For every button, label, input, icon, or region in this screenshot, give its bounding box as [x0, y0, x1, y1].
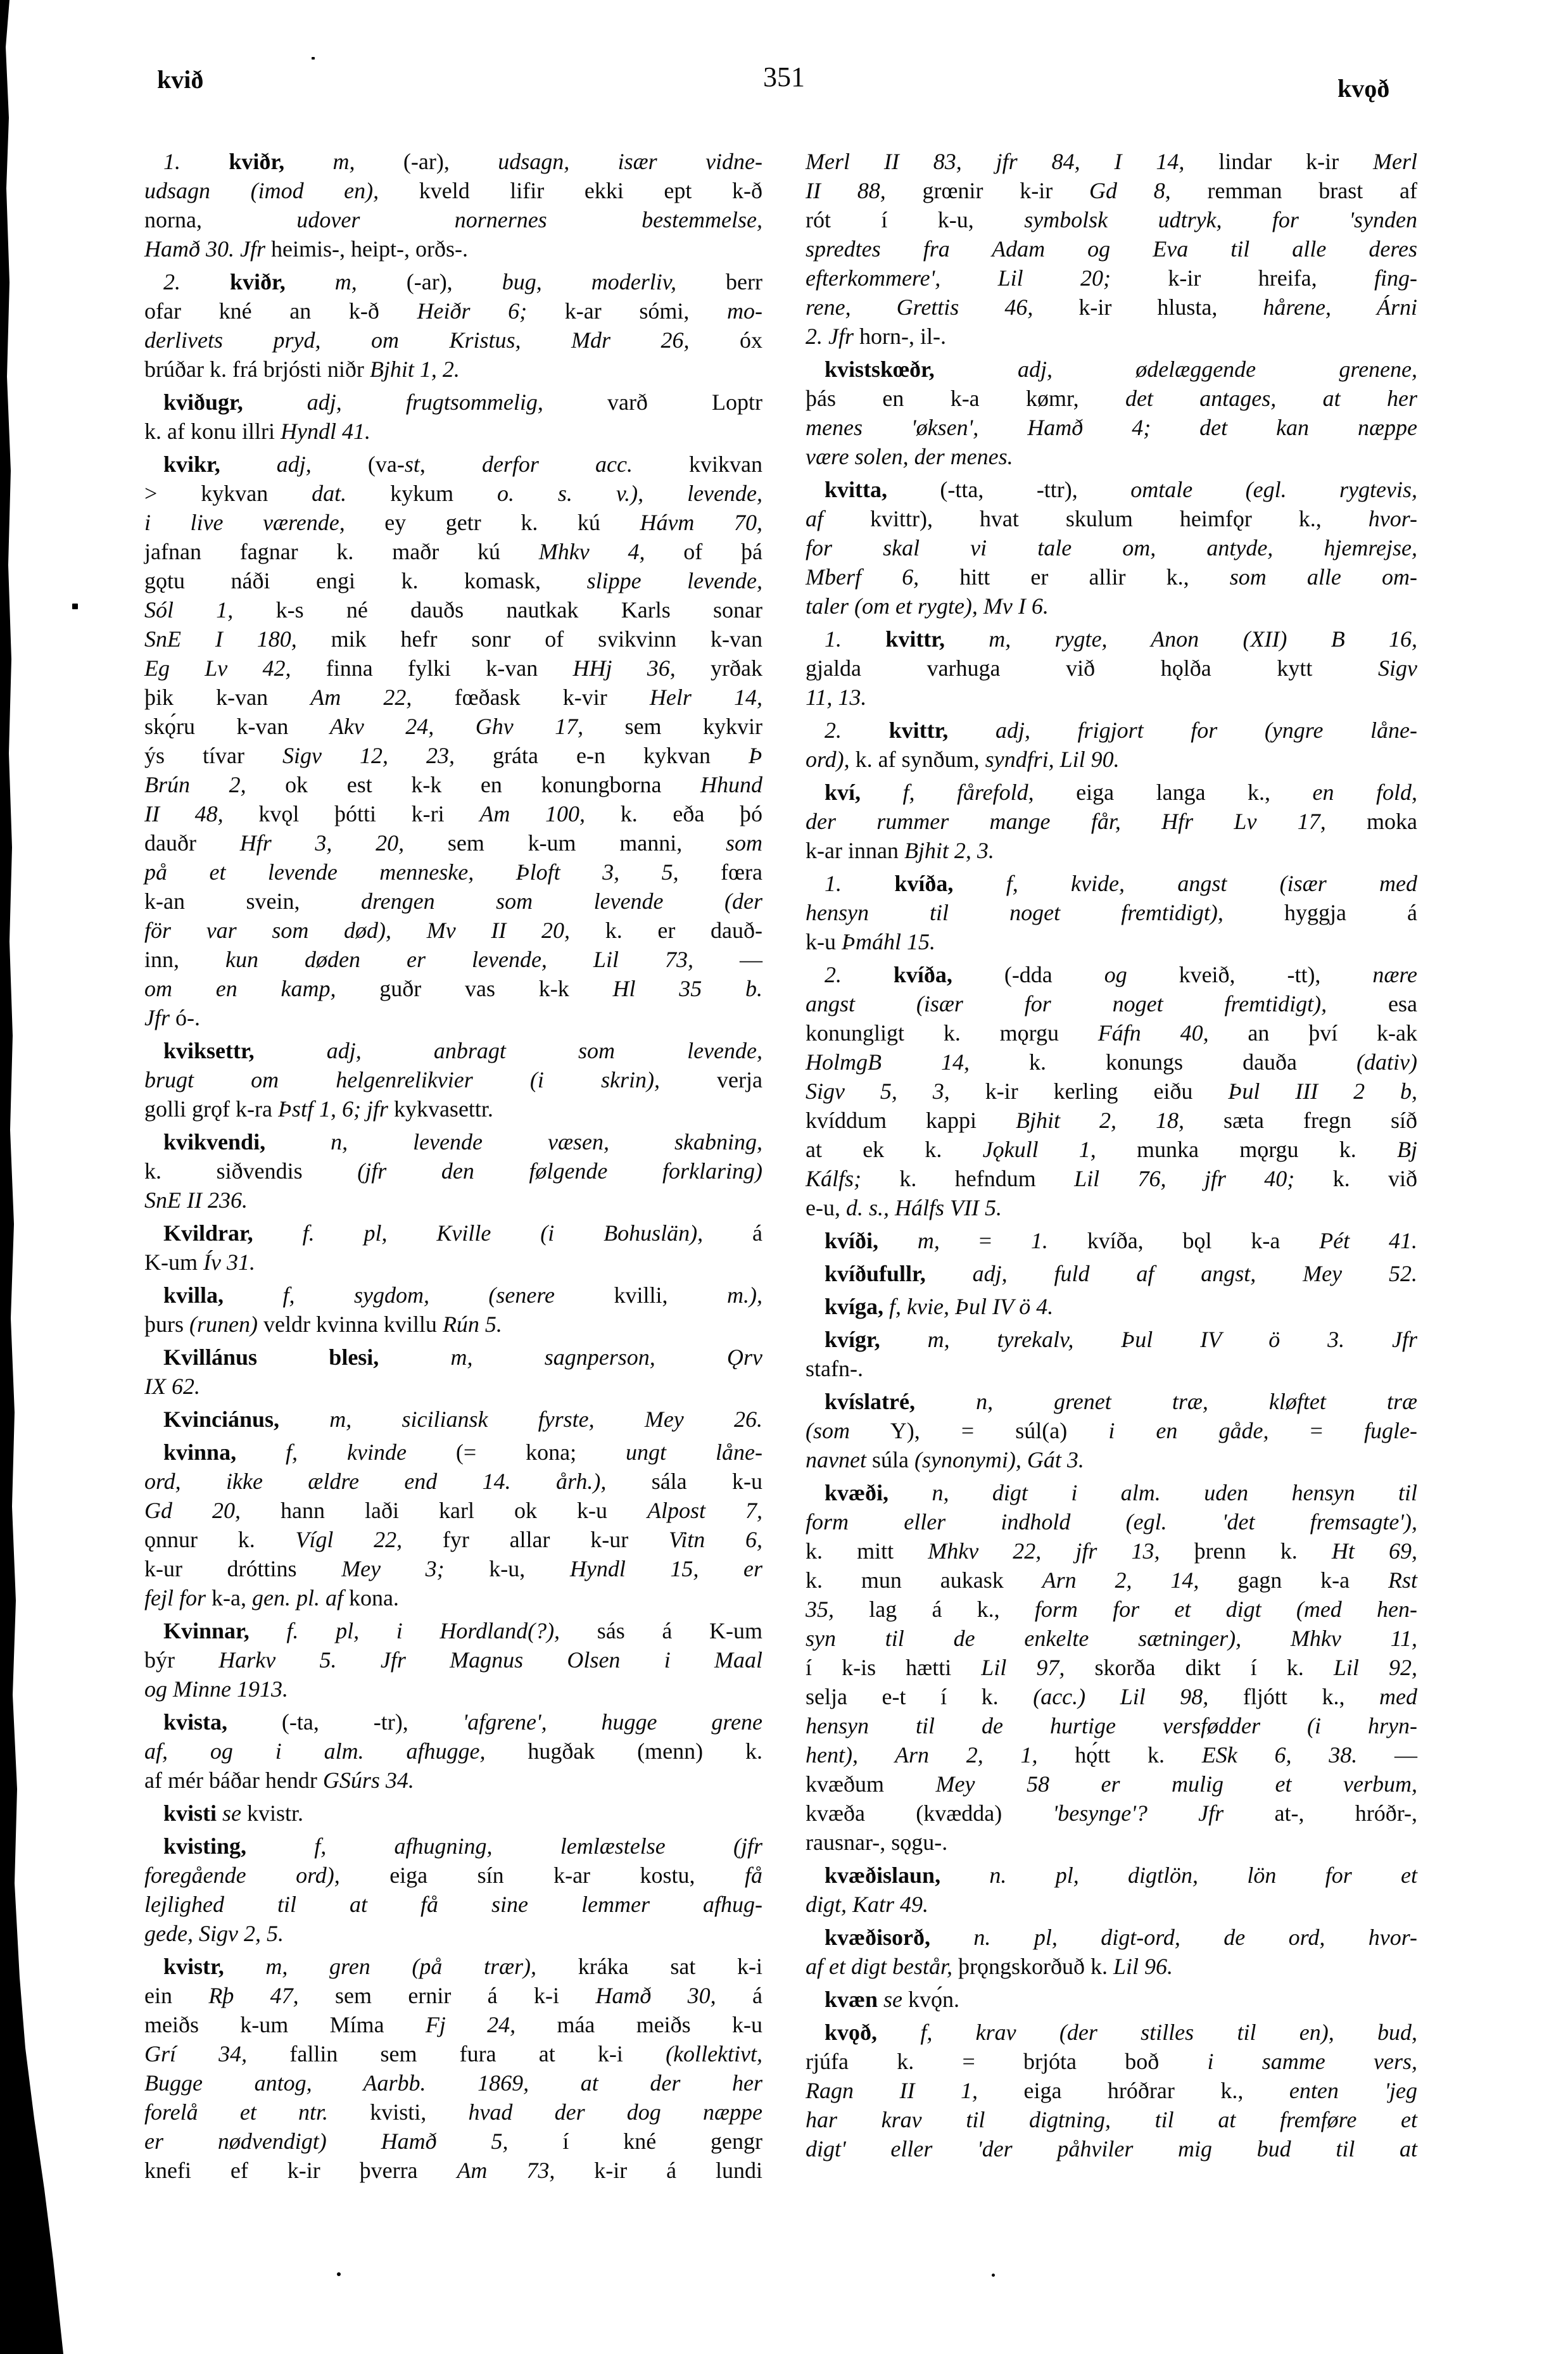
- scan-speck: [312, 57, 315, 60]
- text-line: lejlighed til at få sine lemmer afhug-: [144, 1892, 762, 1917]
- scan-speck: [992, 2274, 995, 2277]
- scan-edge-artifact: [0, 0, 70, 2354]
- text-line: kvisti se kvistr.: [163, 1800, 304, 1826]
- text-line: rót í k-u, symbolsk udtryk, for 'synden: [806, 207, 1418, 232]
- text-line: kvistskœðr, adj, ødelæggende grenene,: [825, 357, 1417, 382]
- text-line: derlivets pryd, om Kristus, Mdr 26, óx: [144, 327, 762, 353]
- running-head-right: kvǫð: [1337, 74, 1390, 103]
- text-line: at ek k. Jǫkull 1, munka mǫrgu k. Bj: [806, 1137, 1417, 1162]
- text-line: II 48, kvǫl þótti k-ri Am 100, k. eða þó: [144, 801, 762, 826]
- text-line: af mér báðar hendr GSúrs 34.: [144, 1768, 414, 1793]
- text-line: i live værende, ey getr k. kú Hávm 70,: [144, 510, 762, 535]
- text-line: 2. kvíða, (-dda og kveið, -tt), nære: [825, 962, 1418, 987]
- text-line: spredtes fra Adam og Eva til alle deres: [806, 236, 1417, 262]
- text-line: 1. kvíða, f, kvide, angst (især med: [825, 871, 1418, 896]
- text-line: digt, Katr 49.: [806, 1892, 929, 1917]
- text-line: k. af konu illri Hyndl 41.: [144, 419, 370, 444]
- text-line: kvíga, f, kvie, Þul IV ö 4.: [825, 1294, 1054, 1319]
- text-line: forelå et ntr. kvisti, hvad der dog næppe: [144, 2099, 762, 2125]
- text-line: rene, Grettis 46, k-ir hlusta, hårene, Árni: [806, 294, 1417, 320]
- text-line: 2. kvittr, adj, frigjort for (yngre låne-: [825, 718, 1418, 743]
- text-line: af, og i alm. afhugge, hugðak (menn) k.: [144, 1738, 763, 1764]
- text-line: taler (om et rygte), Mv I 6.: [806, 593, 1049, 619]
- text-line: form eller indhold (egl. 'det fremsagte'),: [806, 1509, 1417, 1535]
- text-line: k. mitt Mhkv 22, jfr 13, þrenn k. Ht 69,: [806, 1538, 1418, 1564]
- text-line: k-u Þmáhl 15.: [806, 929, 935, 954]
- text-line: være solen, der menes.: [806, 444, 1013, 469]
- text-line: om en kamp, guðr vas k-k Hl 35 b.: [144, 976, 763, 1001]
- text-line: kvǫð, f, krav (der stilles til en), bud,: [825, 2020, 1417, 2045]
- text-line: Ragn II 1, eiga hróðrar k., enten 'jeg: [806, 2078, 1418, 2103]
- text-line: kvígr, m, tyrekalv, Þul IV ö 3. Jfr: [825, 1327, 1418, 1352]
- text-line: syn til de enkelte sætninger), Mhkv 11,: [806, 1626, 1417, 1651]
- text-line: K-um Ív 31.: [144, 1250, 255, 1275]
- text-line: stafn-.: [806, 1356, 863, 1381]
- text-line: kvæn se kvǫ́n.: [825, 1987, 960, 2012]
- text-line: Merl II 83, jfr 84, I 14, lindar k-ir Merl: [806, 149, 1417, 174]
- text-line: > kykvan dat. kykum o. s. v.), levende,: [144, 481, 762, 506]
- text-line: har krav til digtning, til at fremføre et: [806, 2107, 1417, 2132]
- text-line: k-an svein, drengen som levende (der: [144, 889, 762, 914]
- text-line: Kvildrar, f. pl, Kville (i Bohuslän), á: [163, 1220, 763, 1246]
- text-line: af et digt består, þrǫngskorðuð k. Lil 96.: [806, 1954, 1173, 1979]
- text-line: menes 'øksen', Hamð 4; det kan næppe: [806, 415, 1417, 440]
- text-line: 11, 13.: [806, 685, 867, 710]
- text-line: ofar kné an k-ð Heiðr 6; k-ar sómi, mo-: [144, 298, 763, 324]
- text-line: kvíði, m, = 1. kvíða, bǫl k-a Pét 41.: [825, 1228, 1417, 1253]
- text-line: þurs (runen) veldr kvinna kvillu Rún 5.: [144, 1312, 502, 1337]
- text-line: knefi ef k-ir þverra Am 73, k-ir á lundi: [144, 2158, 762, 2183]
- text-line: rausnar-, sǫgu-.: [806, 1830, 948, 1855]
- text-line: Eg Lv 42, finna fylki k-van HHj 36, yrðak: [144, 655, 762, 681]
- text-line: fejl for k-a, gen. pl. af kona.: [144, 1585, 399, 1610]
- text-line: 35, lag á k., form for et digt (med hen-: [806, 1597, 1417, 1622]
- text-line: af kvittr), hvat skulum heimfǫr k., hvor-: [806, 506, 1417, 531]
- text-line: (som Y), = súl(a) i en gåde, = fugle-: [806, 1418, 1417, 1443]
- text-line: Kvinnar, f. pl, i Hordland(?), sás á K-um: [163, 1618, 763, 1643]
- text-line: Sól 1, k-s né dauðs nautkak Karls sonar: [144, 597, 762, 623]
- text-line: Gd 20, hann laði karl ok k-u Alpost 7,: [144, 1498, 762, 1523]
- text-line: er nødvendigt) Hamð 5, í kné gengr: [144, 2129, 763, 2154]
- text-line: hensyn til noget fremtidigt), hyggja á: [806, 900, 1417, 925]
- text-line: ord), k. af synðum, syndfri, Lil 90.: [806, 747, 1120, 772]
- text-line: inn, kun døden er levende, Lil 73, —: [144, 947, 762, 972]
- text-line: selja e-t í k. (acc.) Lil 98, fljótt k., med: [806, 1684, 1417, 1709]
- text-line: kvisting, f, afhugning, lemlæstelse (jfr: [163, 1833, 763, 1859]
- text-line: SnE II 236.: [144, 1187, 248, 1213]
- text-line: k. siðvendis (jfr den følgende forklaring): [144, 1158, 762, 1184]
- text-line: Kvinciánus, m, siciliansk fyrste, Mey 26.: [163, 1407, 762, 1432]
- text-line: meiðs k-um Míma Fj 24, máa meiðs k-u: [144, 2012, 762, 2037]
- text-line: kvæða (kvædda) 'besynge'? Jfr at-, hróðr-,: [806, 1800, 1417, 1826]
- text-line: k-ur dróttins Mey 3; k-u, Hyndl 15, er: [144, 1556, 763, 1581]
- text-line: brúðar k. frá brjósti niðr Bjhit 1, 2.: [144, 357, 460, 382]
- text-line: gede, Sigv 2, 5.: [144, 1921, 284, 1946]
- left-column: [144, 147, 762, 2185]
- text-line: Brún 2, ok est k-k en konungborna Hhund: [144, 772, 762, 797]
- scan-speck: [337, 2272, 341, 2276]
- text-line: kvíðufullr, adj, fuld af angst, Mey 52.: [825, 1261, 1418, 1286]
- text-line: kvæðisorð, n. pl, digt-ord, de ord, hvor-: [825, 1925, 1418, 1950]
- text-line: SnE I 180, mik hefr sonr of svikvinn k-van: [144, 626, 762, 652]
- text-line: í k-is hætti Lil 97, skorða dikt í k. Lil 92,: [806, 1655, 1417, 1680]
- text-line: kvæði, n, digt i alm. uden hensyn til: [825, 1480, 1417, 1505]
- text-line: gjalda varhuga við hǫlða kytt Sigv: [806, 655, 1417, 681]
- text-line: udsagn (imod en), kveld lifir ekki ept k-ð: [144, 178, 762, 203]
- text-line: gǫtu náði engi k. komask, slippe levende,: [144, 568, 762, 593]
- text-line: kví, f, fårefold, eiga langa k., en fold,: [825, 780, 1417, 805]
- text-line: kviðugr, adj, frugtsommelig, varð Loptr: [163, 389, 762, 415]
- text-line: golli grǫf k-ra Þstf 1, 6; jfr kykvasettr.: [144, 1096, 493, 1122]
- text-line: kvikvendi, n, levende væsen, skabning,: [163, 1129, 763, 1155]
- text-line: þik k-van Am 22, fœðask k-vir Helr 14,: [144, 685, 763, 710]
- text-line: dauðr Hfr 3, 20, sem k-um manni, som: [144, 830, 762, 856]
- text-line: 2. Jfr horn-, il-.: [806, 324, 946, 349]
- running-head-left: kvið: [157, 65, 204, 94]
- text-line: rjúfa k. = brjóta boð i samme vers,: [806, 2049, 1417, 2074]
- text-line: 1. kvittr, m, rygte, Anon (XII) B 16,: [825, 626, 1417, 652]
- text-line: kvikr, adj, (va-st, derfor acc. kvikvan: [163, 452, 763, 477]
- text-line: þás en k-a kømr, det antages, at her: [806, 386, 1418, 411]
- text-line: býr Harkv 5. Jfr Magnus Olsen i Maal: [144, 1647, 763, 1673]
- text-line: Hamð 30. Jfr heimis-, heipt-, orðs-.: [144, 236, 468, 262]
- text-line: e-u, d. s., Hálfs VII 5.: [806, 1195, 1002, 1220]
- text-line: Bugge antog, Aarbb. 1869, at der her: [144, 2070, 762, 2096]
- text-line: kvíddum kappi Bjhit 2, 18, sæta fregn síð: [806, 1108, 1418, 1133]
- text-line: Jfr ó-.: [144, 1005, 200, 1030]
- text-line: 1. kviðr, m, (-ar), udsagn, især vidne-: [163, 149, 763, 174]
- page-number: 351: [763, 61, 805, 92]
- text-line: ein Rþ 47, sem ernir á k-i Hamð 30, á: [144, 1983, 762, 2008]
- text-line: 2. kviðr, m, (-ar), bug, moderliv, berr: [163, 269, 762, 294]
- text-line: kvitta, (-tta, -ttr), omtale (egl. rygtevis,: [825, 477, 1417, 502]
- text-line: ýs tívar Sigv 12, 23, gráta e-n kykvan Þ: [144, 743, 762, 768]
- text-line: jafnan fagnar k. maðr kú Mhkv 4, of þá: [144, 539, 763, 564]
- text-line: II 88, grœnir k-ir Gd 8, remman brast af: [806, 178, 1417, 203]
- right-column: [806, 147, 1417, 2163]
- text-line: kvíslatré, n, grenet træ, kløftet træ: [825, 1389, 1417, 1414]
- text-line: hensyn til de hurtige versfødder (i hryn-: [806, 1713, 1417, 1738]
- text-line: kvæðum Mey 58 er mulig et verbum,: [806, 1771, 1417, 1797]
- text-line: kvistr, m, gren (på trær), kráka sat k-i: [163, 1954, 762, 1979]
- text-line: og Minne 1913.: [144, 1676, 288, 1702]
- text-line: Sigv 5, 3, k-ir kerling eiðu Þul III 2 b,: [806, 1079, 1418, 1104]
- text-line: Mberf 6, hitt er allir k., som alle om-: [806, 564, 1417, 590]
- text-line: Kálfs; k. hefndum Lil 76, jfr 40; k. við: [806, 1166, 1417, 1191]
- text-line: kviksettr, adj, anbragt som levende,: [163, 1038, 762, 1063]
- text-line: kvæðislaun, n. pl, digtlön, lön for et: [825, 1863, 1417, 1888]
- text-line: digt' eller 'der påhviler mig bud til at: [806, 2136, 1417, 2161]
- text-line: ǫnnur k. Vígl 22, fyr allar k-ur Vitn 6,: [144, 1527, 762, 1552]
- text-line: hent), Arn 2, 1, hǫ́tt k. ESk 6, 38. —: [806, 1742, 1418, 1768]
- text-line: Kvillánus blesi, m, sagnperson, Ǫrv: [163, 1345, 763, 1370]
- text-line: navnet súla (synonymi), Gát 3.: [806, 1447, 1084, 1472]
- text-line: for skal vi tale om, antyde, hjemrejse,: [806, 535, 1417, 560]
- text-line: der rummer mange får, Hfr Lv 17, moka: [806, 809, 1417, 834]
- scan-speck: [72, 604, 78, 609]
- text-line: Grí 34, fallin sem fura at k-i (kollektivt,: [144, 2041, 763, 2066]
- text-line: konungligt k. mǫrgu Fáfn 40, an því k-ak: [806, 1020, 1417, 1046]
- text-line: kvinna, f, kvinde (= kona; ungt låne-: [163, 1440, 762, 1465]
- text-line: angst (især for noget fremtidigt), esa: [806, 991, 1417, 1016]
- text-line: för var som død), Mv II 20, k. er dauð-: [144, 918, 762, 943]
- text-line: skǫ́ru k-van Akv 24, Ghv 17, sem kykvir: [144, 714, 762, 739]
- text-line: IX 62.: [144, 1374, 200, 1399]
- text-line: foregående ord), eiga sín k-ar kostu, få: [144, 1863, 762, 1888]
- text-line: kvilla, f, sygdom, (senere kvilli, m.),: [163, 1282, 762, 1308]
- text-line: efterkommere', Lil 20; k-ir hreifa, fing-: [806, 265, 1417, 291]
- text-line: HolmgB 14, k. konungs dauða (dativ): [806, 1049, 1418, 1075]
- text-line: på et levende menneske, Þloft 3, 5, fœra: [144, 859, 762, 885]
- text-line: k-ar innan Bjhit 2, 3.: [806, 838, 994, 863]
- text-line: k. mun aukask Arn 2, 14, gagn k-a Rst: [806, 1567, 1417, 1593]
- text-line: brugt om helgenrelikvier (i skrin), verja: [144, 1067, 762, 1092]
- text-line: kvista, (-ta, -tr), 'afgrene', hugge grene: [163, 1709, 762, 1735]
- text-line: norna, udover nornernes bestemmelse,: [144, 207, 763, 232]
- text-line: ord, ikke ældre end 14. årh.), sála k-u: [144, 1469, 762, 1494]
